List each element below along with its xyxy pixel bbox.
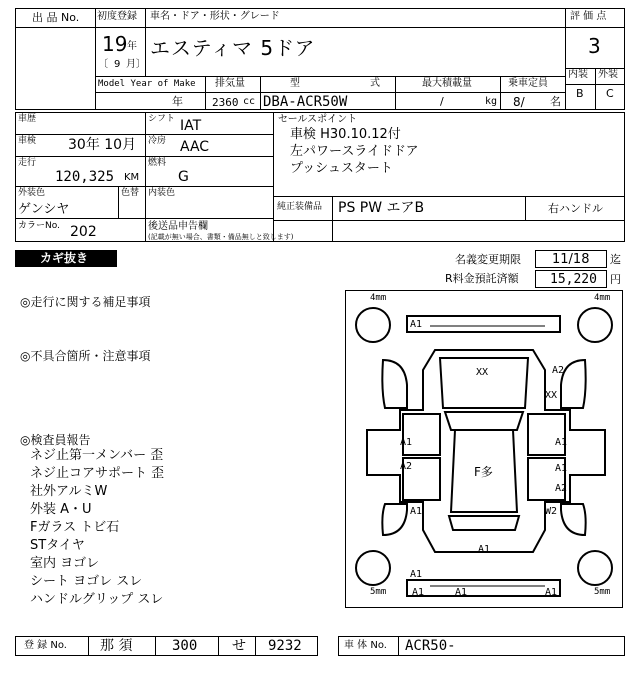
tire-rr-depth: 5mm: [594, 587, 611, 597]
capacity-label: 乗車定員: [508, 78, 548, 89]
sales-line-3: プッシュスタート: [290, 161, 393, 176]
interior-grade: B: [576, 87, 584, 100]
damage-mark: A1: [555, 463, 568, 474]
defects-title: ◎不具合箇所・注意事項: [20, 349, 151, 363]
int-color-label: 内装色: [148, 188, 176, 198]
reg-year: 19: [102, 32, 128, 56]
inspector-line: シート ヨゴレ スレ: [30, 574, 143, 589]
shift-label: シフト: [148, 114, 176, 124]
displacement-label: 排気量: [215, 78, 245, 89]
ext-color-label: 外装色: [18, 188, 46, 198]
damage-mark: A1: [410, 319, 423, 330]
inspector-line: STタイヤ: [30, 538, 85, 553]
recycle-value: 15,220: [550, 272, 597, 287]
recycle-unit: 円: [610, 273, 621, 286]
type-label-2: 式: [370, 78, 380, 89]
roof-damage-mark: F多: [474, 465, 493, 479]
load-label: 最大積載量: [422, 78, 472, 89]
equipment-value: PS PW エアB: [338, 200, 425, 216]
driving-title: ◎走行に関する補足事項: [20, 295, 151, 309]
steering-value: 右ハンドル: [548, 202, 603, 215]
rear-bumper-icon: [407, 580, 560, 596]
wheel-rl-icon: [356, 551, 390, 585]
inspector-line: 外装 A・U: [30, 502, 92, 517]
inspector-line: 室内 ヨゴレ: [30, 556, 100, 571]
equipment-label: 純正装備品: [277, 202, 323, 212]
year-unit: 年: [127, 41, 137, 52]
month-unit: 月〕: [126, 59, 146, 70]
car-diagram: [345, 290, 623, 608]
mileage-value: 120,325: [55, 169, 115, 185]
damage-mark: A1: [410, 506, 423, 517]
sales-line-1: 車検 H30.10.12付: [290, 127, 401, 142]
history-label: 車歴: [18, 114, 37, 124]
tire-fr-depth: 4mm: [594, 293, 611, 303]
recycle-label: R料金預託済額: [445, 272, 519, 285]
inspector-line: ハンドルグリップ スレ: [30, 592, 164, 607]
wheel-rr-icon: [578, 551, 612, 585]
reg-year-label: 初度登録: [97, 11, 137, 22]
fuel-label: 燃料: [148, 158, 167, 168]
score: 3: [588, 34, 601, 58]
km-unit: KM: [124, 172, 140, 183]
model-year-label: Model Year of Make: [98, 79, 196, 89]
chassis-value: ACR50-: [405, 638, 456, 654]
shift-value: IAT: [180, 118, 202, 134]
inspector-line: Fガラス トビ石: [30, 520, 120, 535]
lot-label: 出 品 No.: [32, 11, 80, 24]
inspector-line: ネジ止コアサポート 歪: [30, 466, 165, 481]
name-change-unit: 迄: [610, 253, 621, 266]
damage-mark: A1: [478, 544, 491, 555]
damage-mark: XX: [545, 390, 558, 401]
mileage-label: 走行: [18, 158, 37, 168]
year-suffix: 年: [172, 95, 183, 108]
model-code: DBA-ACR50W: [263, 94, 348, 110]
damage-mark: A2: [552, 365, 565, 376]
ac-label: 冷房: [148, 136, 167, 146]
load-value: /: [440, 95, 444, 108]
type-label-1: 型: [290, 78, 300, 89]
damage-mark: A2: [400, 461, 413, 472]
reg-class: 300: [172, 638, 198, 654]
capacity-value: 8/: [513, 95, 525, 109]
damage-mark: A1: [545, 587, 558, 598]
damage-mark: A2: [555, 483, 568, 494]
docs-label: 後送品申告欄: [148, 221, 208, 232]
damage-mark: XX: [476, 367, 489, 378]
reg-month-prefix: 〔: [98, 59, 108, 70]
model-label: 車名・ドア・形状・グレード: [150, 11, 280, 22]
damage-mark: W2: [545, 506, 558, 517]
exterior-grade: C: [606, 87, 614, 100]
name-change-value: 11/18: [552, 252, 590, 267]
color-no-value: 202: [70, 224, 97, 240]
displacement-value: 2360: [212, 96, 239, 109]
tire-rl-depth: 5mm: [370, 587, 387, 597]
key-badge-text: カギ抜き: [40, 251, 89, 265]
reg-no-label: 登 録 No.: [24, 640, 67, 651]
front-bumper-icon: [407, 316, 560, 332]
chassis-label: 車 体 No.: [344, 640, 387, 651]
cc-unit: cc: [243, 96, 256, 107]
color-change-label: 色替: [121, 188, 140, 198]
color-no-label: カラーNo.: [18, 221, 60, 231]
kg-unit: kg: [485, 96, 498, 107]
name-change-label: 名義変更期限: [455, 253, 521, 266]
damage-mark: A1: [410, 569, 423, 580]
sales-line-2: 左パワースライドドア: [290, 144, 419, 159]
damage-mark: A1: [412, 587, 425, 598]
ac-value: AAC: [180, 139, 210, 155]
docs-note: (記載が無い場合、書類・備品無しと致します): [148, 233, 294, 241]
tire-fl-depth: 4mm: [370, 293, 387, 303]
sales-point-label: セールスポイント: [278, 114, 358, 125]
wheel-fr-icon: [578, 308, 612, 342]
inspection-label: 車検: [18, 136, 37, 146]
persons-unit: 名: [550, 95, 561, 108]
damage-mark: A1: [455, 587, 468, 598]
exterior-label: 外装: [598, 69, 618, 80]
reg-month: 9: [114, 59, 121, 70]
car-name: エスティマ 5ドア: [150, 36, 316, 60]
grade-label: 評 価 点: [570, 11, 607, 22]
reg-number: 9232: [268, 638, 302, 654]
ext-color-value: ゲンシヤ: [18, 202, 70, 217]
inspector-title: ◎検査員報告: [20, 433, 91, 447]
interior-label: 内装: [568, 69, 588, 80]
reg-kana: せ: [232, 638, 246, 654]
inspection-value: 30年 10月: [68, 137, 137, 153]
damage-mark: A1: [555, 437, 568, 448]
fuel-value: G: [178, 169, 189, 185]
inspector-line: ネジ止第一メンバー 歪: [30, 448, 164, 463]
damage-mark: A1: [400, 437, 413, 448]
inspector-line: 社外アルミW: [30, 484, 108, 499]
reg-region: 那 須: [100, 638, 133, 654]
wheel-fl-icon: [356, 308, 390, 342]
